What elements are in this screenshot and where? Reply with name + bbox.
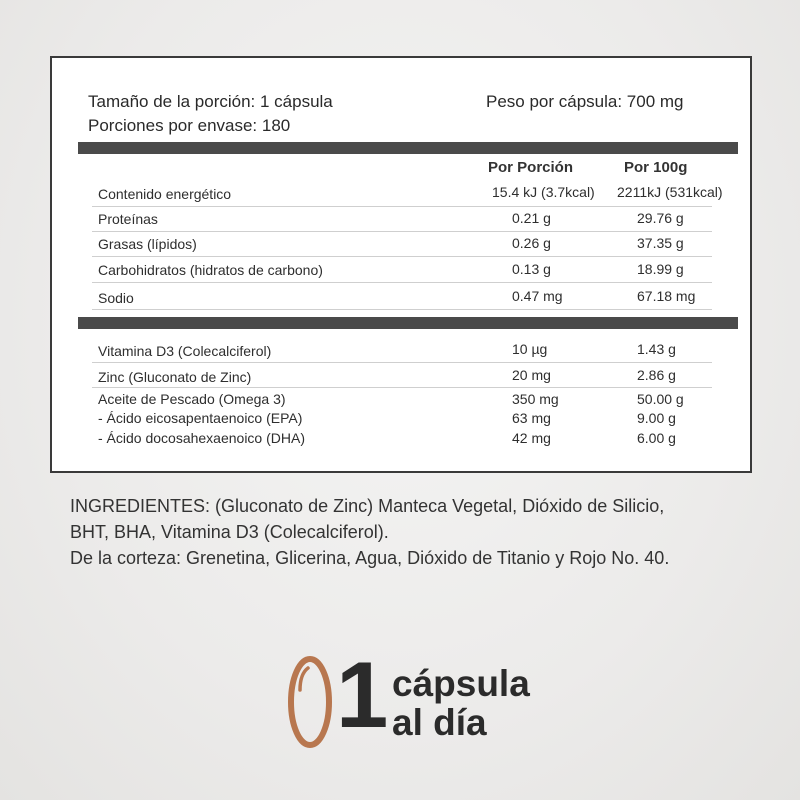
column-header-per-serving: Por Porción [488,159,574,176]
dosage-unit: cápsula [392,663,530,704]
dosage-frequency: al día [392,702,487,743]
nutrient-per-100g: 18.99 g [637,261,684,277]
row-separator [92,387,712,388]
section-divider-bar [78,317,738,329]
supplement-per-100g: 50.00 g [637,391,684,407]
supplement-per-serving: 63 mg [512,410,551,426]
supplement-name: Vitamina D3 (Colecalciferol) [98,343,272,359]
ingredients-text [70,493,770,571]
nutrient-per-100g: 37.35 g [637,235,684,251]
nutrient-per-serving: 15.4 kJ (3.7kcal) [492,184,595,200]
supplement-name: - Ácido eicosapentaenoico (EPA) [98,410,303,426]
supplement-per-serving: 42 mg [512,430,551,446]
nutrient-name: Sodio [98,290,134,306]
supplement-per-serving: 20 mg [512,367,551,383]
weight-per-capsule: Peso por cápsula: 700 mg [486,92,684,111]
nutrient-per-100g: 67.18 mg [637,288,696,304]
nutrient-name: Proteínas [98,211,158,227]
nutrient-per-serving: 0.21 g [512,210,551,226]
nutrient-name: Carbohidratos (hidratos de carbono) [98,262,323,278]
supplement-per-serving: 350 mg [512,391,559,407]
section-divider-bar [78,142,738,154]
supplement-per-100g: 9.00 g [637,410,676,426]
serving-size: Tamaño de la porción: 1 cápsula [88,92,333,111]
supplement-name: Zinc (Gluconato de Zinc) [98,369,252,385]
nutrient-per-serving: 0.26 g [512,235,551,251]
ingredients-line: De la corteza: Grenetina, Glicerina, Agua, Dióxido de Titanio y Rojo No. 40. [70,548,670,568]
nutrition-facts-panel [50,56,752,473]
supplement-per-100g: 6.00 g [637,430,676,446]
row-separator [92,256,712,257]
servings-per-container: Porciones por envase: 180 [88,116,291,135]
ingredients-line: BHT, BHA, Vitamina D3 (Colecalciferol). [70,522,389,542]
ingredients-line: INGREDIENTES: (Gluconato de Zinc) Manteca Vegetal, Dióxido de Silicio, [70,496,665,516]
row-separator [92,362,712,363]
nutrient-per-100g: 29.76 g [637,210,684,226]
supplement-per-serving: 10 µg [512,341,548,357]
row-separator [92,231,712,232]
supplement-name: - Ácido docosahexaenoico (DHA) [98,430,305,446]
row-separator [92,309,712,310]
nutrient-per-100g: 2211kJ (531kcal) [617,184,723,200]
row-separator [92,282,712,283]
nutrient-name: Contenido energético [98,186,232,202]
supplement-per-100g: 1.43 g [637,341,676,357]
nutrient-name: Grasas (lípidos) [98,236,197,252]
nutrient-per-serving: 0.47 mg [512,288,563,304]
nutrient-per-serving: 0.13 g [512,261,551,277]
dosage-number: 1 [336,642,389,747]
row-separator [92,206,712,207]
column-header-per-100g: Por 100g [624,159,688,176]
supplement-per-100g: 2.86 g [637,367,676,383]
supplement-name: Aceite de Pescado (Omega 3) [98,391,286,407]
capsule-icon [286,654,334,750]
